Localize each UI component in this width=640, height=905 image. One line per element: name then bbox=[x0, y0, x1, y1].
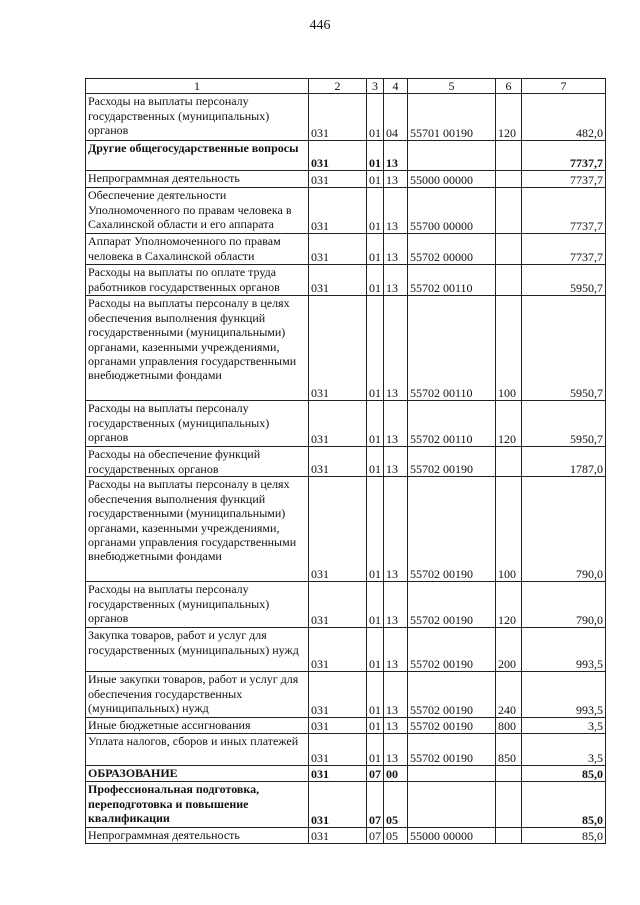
section-code: 01 bbox=[367, 672, 384, 718]
amount: 3,5 bbox=[522, 734, 606, 766]
subsection-code: 13 bbox=[384, 141, 408, 171]
subsection-code: 13 bbox=[384, 477, 408, 582]
section-code: 01 bbox=[367, 141, 384, 171]
row-name: Иные бюджетные ассигнования bbox=[86, 718, 309, 734]
column-header: 7 bbox=[522, 79, 606, 94]
section-code: 07 bbox=[367, 766, 384, 782]
amount: 482,0 bbox=[522, 94, 606, 141]
expense-type-code: 100 bbox=[496, 477, 522, 582]
admin-code: 031 bbox=[309, 94, 367, 141]
section-code: 01 bbox=[367, 401, 384, 447]
target-article-code: 55702 00190 bbox=[408, 447, 496, 477]
section-code: 01 bbox=[367, 94, 384, 141]
expense-type-code bbox=[496, 171, 522, 188]
table-row bbox=[86, 782, 606, 828]
subsection-code: 13 bbox=[384, 234, 408, 265]
column-header: 1 bbox=[86, 79, 309, 94]
target-article-code: 55702 00110 bbox=[408, 296, 496, 401]
subsection-code: 05 bbox=[384, 782, 408, 828]
section-code: 01 bbox=[367, 718, 384, 734]
expense-type-code bbox=[496, 141, 522, 171]
section-code: 01 bbox=[367, 171, 384, 188]
amount: 85,0 bbox=[522, 828, 606, 844]
row-name: Иные закупки товаров, работ и услуг для обеспечения государственных (муниципальных) нужд bbox=[86, 672, 309, 718]
admin-code: 031 bbox=[309, 296, 367, 401]
target-article-code: 55702 00190 bbox=[408, 582, 496, 628]
target-article-code: 55702 00190 bbox=[408, 477, 496, 582]
amount: 7737,7 bbox=[522, 188, 606, 234]
table-row bbox=[86, 188, 606, 234]
table-row bbox=[86, 628, 606, 672]
target-article-code: 55700 00000 bbox=[408, 188, 496, 234]
section-code: 07 bbox=[367, 828, 384, 844]
section-code: 01 bbox=[367, 477, 384, 582]
expense-type-code bbox=[496, 265, 522, 296]
header-row bbox=[86, 79, 606, 94]
table-row bbox=[86, 447, 606, 477]
row-name: Непрограммная деятельность bbox=[86, 171, 309, 188]
subsection-code: 13 bbox=[384, 672, 408, 718]
subsection-code: 13 bbox=[384, 171, 408, 188]
admin-code: 031 bbox=[309, 672, 367, 718]
subsection-code: 05 bbox=[384, 828, 408, 844]
table-row bbox=[86, 265, 606, 296]
column-header: 2 bbox=[309, 79, 367, 94]
row-name: Профессиональная подготовка, переподготовка и повышение квалификации bbox=[86, 782, 309, 828]
row-name: Расходы на выплаты персоналу государственных (муниципальных) органов bbox=[86, 582, 309, 628]
amount: 3,5 bbox=[522, 718, 606, 734]
target-article-code bbox=[408, 782, 496, 828]
subsection-code: 04 bbox=[384, 94, 408, 141]
admin-code: 031 bbox=[309, 782, 367, 828]
amount: 790,0 bbox=[522, 582, 606, 628]
expense-type-code: 850 bbox=[496, 734, 522, 766]
table-row bbox=[86, 141, 606, 171]
amount: 5950,7 bbox=[522, 265, 606, 296]
section-code: 01 bbox=[367, 188, 384, 234]
column-header: 6 bbox=[496, 79, 522, 94]
admin-code: 031 bbox=[309, 141, 367, 171]
row-name: ОБРАЗОВАНИЕ bbox=[86, 766, 309, 782]
row-name: Аппарат Уполномоченного по правам человека в Сахалинской области bbox=[86, 234, 309, 265]
target-article-code: 55000 00000 bbox=[408, 828, 496, 844]
row-name: Расходы на выплаты персоналу в целях обеспечения выполнения функций государственными (муниципальными) органами, казенными учреждениями, органами управления государственными внебюджетными фондами bbox=[86, 296, 309, 401]
target-article-code: 55702 00110 bbox=[408, 401, 496, 447]
admin-code: 031 bbox=[309, 171, 367, 188]
target-article-code: 55000 00000 bbox=[408, 171, 496, 188]
expense-type-code: 120 bbox=[496, 401, 522, 447]
expense-type-code: 120 bbox=[496, 582, 522, 628]
expense-type-code bbox=[496, 766, 522, 782]
expense-type-code bbox=[496, 234, 522, 265]
subsection-code: 13 bbox=[384, 582, 408, 628]
expense-type-code: 100 bbox=[496, 296, 522, 401]
amount: 7737,7 bbox=[522, 171, 606, 188]
column-header: 4 bbox=[384, 79, 408, 94]
target-article-code: 55701 00190 bbox=[408, 94, 496, 141]
column-header: 5 bbox=[408, 79, 496, 94]
section-code: 01 bbox=[367, 628, 384, 672]
amount: 85,0 bbox=[522, 782, 606, 828]
section-code: 01 bbox=[367, 265, 384, 296]
row-name: Расходы на обеспечение функций государственных органов bbox=[86, 447, 309, 477]
subsection-code: 13 bbox=[384, 628, 408, 672]
table-row bbox=[86, 401, 606, 447]
admin-code: 031 bbox=[309, 828, 367, 844]
expense-type-code bbox=[496, 447, 522, 477]
row-name: Другие общегосударственные вопросы bbox=[86, 141, 309, 171]
amount: 7737,7 bbox=[522, 234, 606, 265]
expense-type-code bbox=[496, 782, 522, 828]
target-article-code: 55702 00110 bbox=[408, 265, 496, 296]
row-name: Расходы на выплаты персоналу государственных (муниципальных) органов bbox=[86, 401, 309, 447]
target-article-code: 55702 00190 bbox=[408, 628, 496, 672]
row-name: Обеспечение деятельности Уполномоченного по правам человека в Сахалинской области и его аппарата bbox=[86, 188, 309, 234]
table-row bbox=[86, 718, 606, 734]
row-name: Закупка товаров, работ и услуг для государственных (муниципальных) нужд bbox=[86, 628, 309, 672]
budget-table bbox=[85, 78, 606, 844]
row-name: Расходы на выплаты по оплате труда работников государственных органов bbox=[86, 265, 309, 296]
amount: 5950,7 bbox=[522, 401, 606, 447]
admin-code: 031 bbox=[309, 582, 367, 628]
subsection-code: 00 bbox=[384, 766, 408, 782]
table-row bbox=[86, 234, 606, 265]
admin-code: 031 bbox=[309, 477, 367, 582]
subsection-code: 13 bbox=[384, 265, 408, 296]
expense-type-code: 240 bbox=[496, 672, 522, 718]
admin-code: 031 bbox=[309, 766, 367, 782]
table-row bbox=[86, 766, 606, 782]
table-row bbox=[86, 734, 606, 766]
admin-code: 031 bbox=[309, 234, 367, 265]
section-code: 01 bbox=[367, 234, 384, 265]
target-article-code bbox=[408, 141, 496, 171]
subsection-code: 13 bbox=[384, 401, 408, 447]
admin-code: 031 bbox=[309, 188, 367, 234]
amount: 85,0 bbox=[522, 766, 606, 782]
table-row bbox=[86, 94, 606, 141]
admin-code: 031 bbox=[309, 734, 367, 766]
table-row bbox=[86, 582, 606, 628]
target-article-code: 55702 00190 bbox=[408, 672, 496, 718]
row-name: Расходы на выплаты персоналу в целях обеспечения выполнения функций государственными (муниципальными) органами, казенными учреждениями, органами управления государственными внебюджетными фондами bbox=[86, 477, 309, 582]
subsection-code: 13 bbox=[384, 188, 408, 234]
amount: 993,5 bbox=[522, 628, 606, 672]
expense-type-code bbox=[496, 188, 522, 234]
amount: 993,5 bbox=[522, 672, 606, 718]
section-code: 07 bbox=[367, 782, 384, 828]
expense-type-code: 800 bbox=[496, 718, 522, 734]
expense-type-code bbox=[496, 828, 522, 844]
expense-type-code: 120 bbox=[496, 94, 522, 141]
subsection-code: 13 bbox=[384, 734, 408, 766]
row-name: Непрограммная деятельность bbox=[86, 828, 309, 844]
amount: 7737,7 bbox=[522, 141, 606, 171]
target-article-code: 55702 00190 bbox=[408, 718, 496, 734]
column-header: 3 bbox=[367, 79, 384, 94]
section-code: 01 bbox=[367, 582, 384, 628]
table-row bbox=[86, 296, 606, 401]
page-number: 446 bbox=[309, 18, 331, 33]
subsection-code: 13 bbox=[384, 718, 408, 734]
expense-type-code: 200 bbox=[496, 628, 522, 672]
amount: 790,0 bbox=[522, 477, 606, 582]
target-article-code: 55702 00000 bbox=[408, 234, 496, 265]
admin-code: 031 bbox=[309, 265, 367, 296]
admin-code: 031 bbox=[309, 628, 367, 672]
section-code: 01 bbox=[367, 296, 384, 401]
row-name: Уплата налогов, сборов и иных платежей bbox=[86, 734, 309, 766]
admin-code: 031 bbox=[309, 447, 367, 477]
admin-code: 031 bbox=[309, 718, 367, 734]
table-row bbox=[86, 171, 606, 188]
section-code: 01 bbox=[367, 734, 384, 766]
amount: 5950,7 bbox=[522, 296, 606, 401]
admin-code: 031 bbox=[309, 401, 367, 447]
subsection-code: 13 bbox=[384, 296, 408, 401]
row-name: Расходы на выплаты персоналу государственных (муниципальных) органов bbox=[86, 94, 309, 141]
table-row bbox=[86, 477, 606, 582]
table-row bbox=[86, 828, 606, 844]
amount: 1787,0 bbox=[522, 447, 606, 477]
table-row bbox=[86, 672, 606, 718]
target-article-code: 55702 00190 bbox=[408, 734, 496, 766]
subsection-code: 13 bbox=[384, 447, 408, 477]
target-article-code bbox=[408, 766, 496, 782]
section-code: 01 bbox=[367, 447, 384, 477]
